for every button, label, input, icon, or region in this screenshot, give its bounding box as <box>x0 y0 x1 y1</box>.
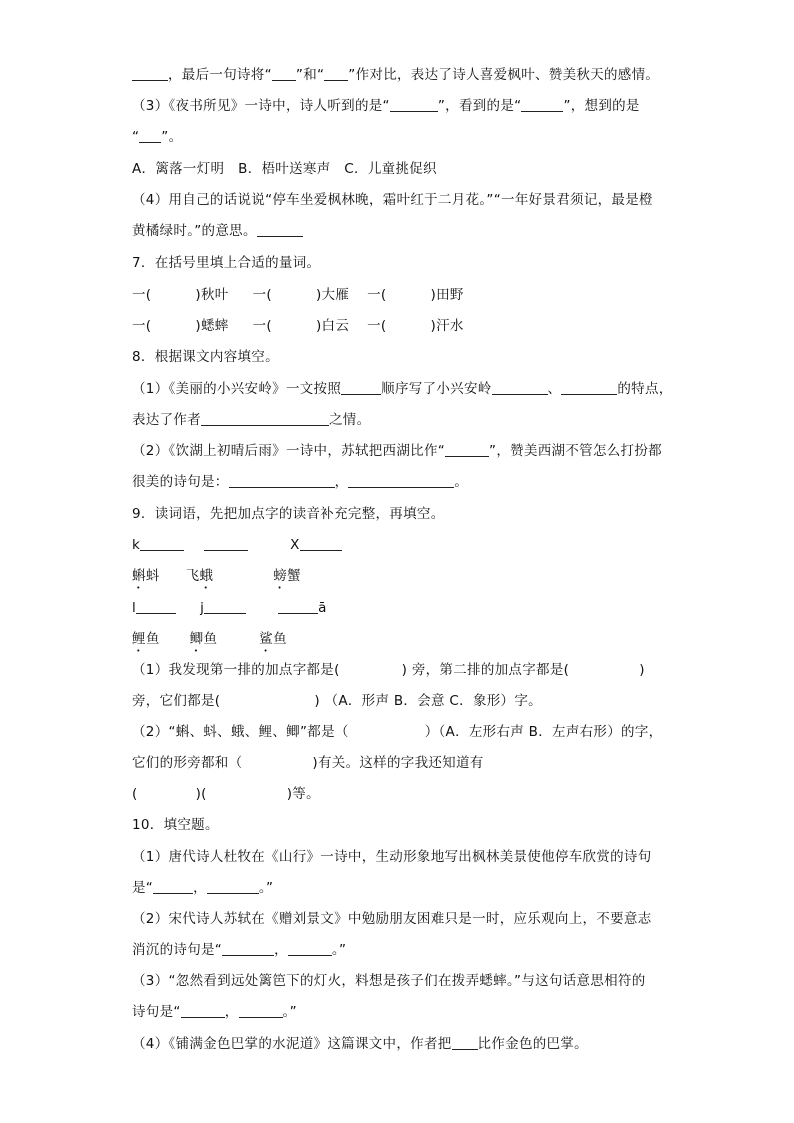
answer-blank[interactable] <box>492 380 548 395</box>
q10-part2: （2）宋代诗人苏轼在《赠刘景文》中勉励朋友困难只是一时，应乐观向上，不要意志 <box>132 911 652 927</box>
answer-blank[interactable] <box>341 380 381 395</box>
q7-row1: 一( )秋叶 一( )大雁 一( )田野 <box>132 287 464 303</box>
answer-blank[interactable] <box>272 66 296 81</box>
answer-blank[interactable] <box>207 879 259 894</box>
q9-sub2-examples: ( )( )等。 <box>132 786 320 802</box>
q10-title: 10．填空题。 <box>132 817 219 833</box>
q9-sub2: （2）“蝌、蚪、蛾、鲤、鲫”都是（ ）（A．左形右声 B．左声右形）的字， <box>132 724 663 740</box>
q9-title: 9．读词语，先把加点字的读音补充完整，再填空。 <box>132 506 445 522</box>
q6-line2: （3）《夜书所见》一诗中，诗人听到的是“ ”，看到的是“ ”，想到的是 <box>132 98 640 114</box>
answer-blank[interactable] <box>324 66 348 81</box>
q8-part2-cont: 很美的诗句是： ， 。 <box>132 474 469 490</box>
answer-blank[interactable] <box>222 941 274 956</box>
answer-blank[interactable] <box>445 442 489 457</box>
answer-blank[interactable] <box>561 380 617 395</box>
q9-sub1: （1）我发现第一排的加点字都是( ) 旁，第二排的加点字都是( ) <box>132 662 645 678</box>
q8-part2: （2）《饮湖上初晴后雨》一诗中，苏轼把西湖比作“ ”，赞美西湖不管怎么打扮都 <box>132 443 662 459</box>
answer-blank[interactable] <box>201 411 329 426</box>
q6-line3: “ ”。 <box>132 129 183 145</box>
q7-row2: 一( )蟋蟀 一( )白云 一( )汗水 <box>132 318 464 334</box>
q9-sub2-cont: 它们的形旁都和（ )有关。这样的字我还知道有 <box>132 755 484 771</box>
answer-blank[interactable] <box>348 473 454 488</box>
q8-part1: （1）《美丽的小兴安岭》一文按照 顺序写了小兴安岭 、 的特点， <box>132 381 673 397</box>
q7-title: 7．在括号里填上合适的量词。 <box>132 255 321 271</box>
q10-part1: （1）唐代诗人杜牧在《山行》一诗中，生动形象地写出枫林美景使他停车欣赏的诗句 <box>132 849 652 865</box>
pinyin-blank[interactable] <box>300 536 342 551</box>
answer-blank[interactable] <box>132 66 168 81</box>
answer-blank[interactable] <box>452 1035 478 1050</box>
q10-part3: （3）“忽然看到远处篱笆下的灯火，料想是孩子们在拨弄蟋蟀。”与这句话意思相符的 <box>132 973 646 989</box>
answer-blank[interactable] <box>139 128 161 143</box>
q9-words-row1: 蝌蚪 飞蛾 螃蟹 <box>132 568 301 584</box>
q9-sub1-cont: 旁，它们都是( ) （A．形声 B．会意 C．象形）字。 <box>132 693 542 709</box>
pinyin-blank[interactable] <box>136 599 176 614</box>
q9-pinyin-row2: l j ā <box>132 600 327 616</box>
q8-title: 8．根据课文内容填空。 <box>132 349 279 365</box>
pinyin-blank[interactable] <box>140 536 184 551</box>
answer-blank[interactable] <box>288 941 332 956</box>
answer-blank[interactable] <box>390 97 438 112</box>
q10-part4: （4）《铺满金色巴掌的水泥道》这篇课文中，作者把 比作金色的巴掌。 <box>132 1036 588 1052</box>
pinyin-blank[interactable] <box>278 599 318 614</box>
q10-part3-cont: 诗句是“ ， 。” <box>132 1004 297 1020</box>
q10-part1-cont: 是“ ， 。” <box>132 880 274 896</box>
q6-part4: （4）用自己的话说说“停车坐爱枫林晚，霜叶红于二月花。”“一年好景君须记，最是橙 <box>132 192 653 208</box>
answer-blank[interactable] <box>229 473 335 488</box>
answer-blank[interactable] <box>181 1003 225 1018</box>
q6-part4-cont: 黄橘绿时。”的意思。 <box>132 222 303 240</box>
pinyin-blank[interactable] <box>204 536 248 551</box>
q6-options: A．篱落一灯明 B．梧叶送寒声 C．儿童挑促织 <box>132 161 437 177</box>
answer-blank[interactable] <box>239 1003 283 1018</box>
q9-pinyin-row1: k X <box>132 536 342 554</box>
answer-blank[interactable] <box>521 97 563 112</box>
answer-blank[interactable] <box>257 222 303 237</box>
q10-part2-cont: 消沉的诗句是“ ， 。” <box>132 942 347 958</box>
answer-blank[interactable] <box>153 879 193 894</box>
pinyin-blank[interactable] <box>204 599 246 614</box>
q8-part1-cont: 表达了作者 之情。 <box>132 412 371 428</box>
q6-line1: ，最后一句诗将“ ”和“ ”作对比，表达了诗人喜爱枫叶、赞美秋天的感情。 <box>132 66 659 84</box>
q9-words-row2: 鲤鱼 鲫鱼 鲨鱼 <box>132 631 287 647</box>
